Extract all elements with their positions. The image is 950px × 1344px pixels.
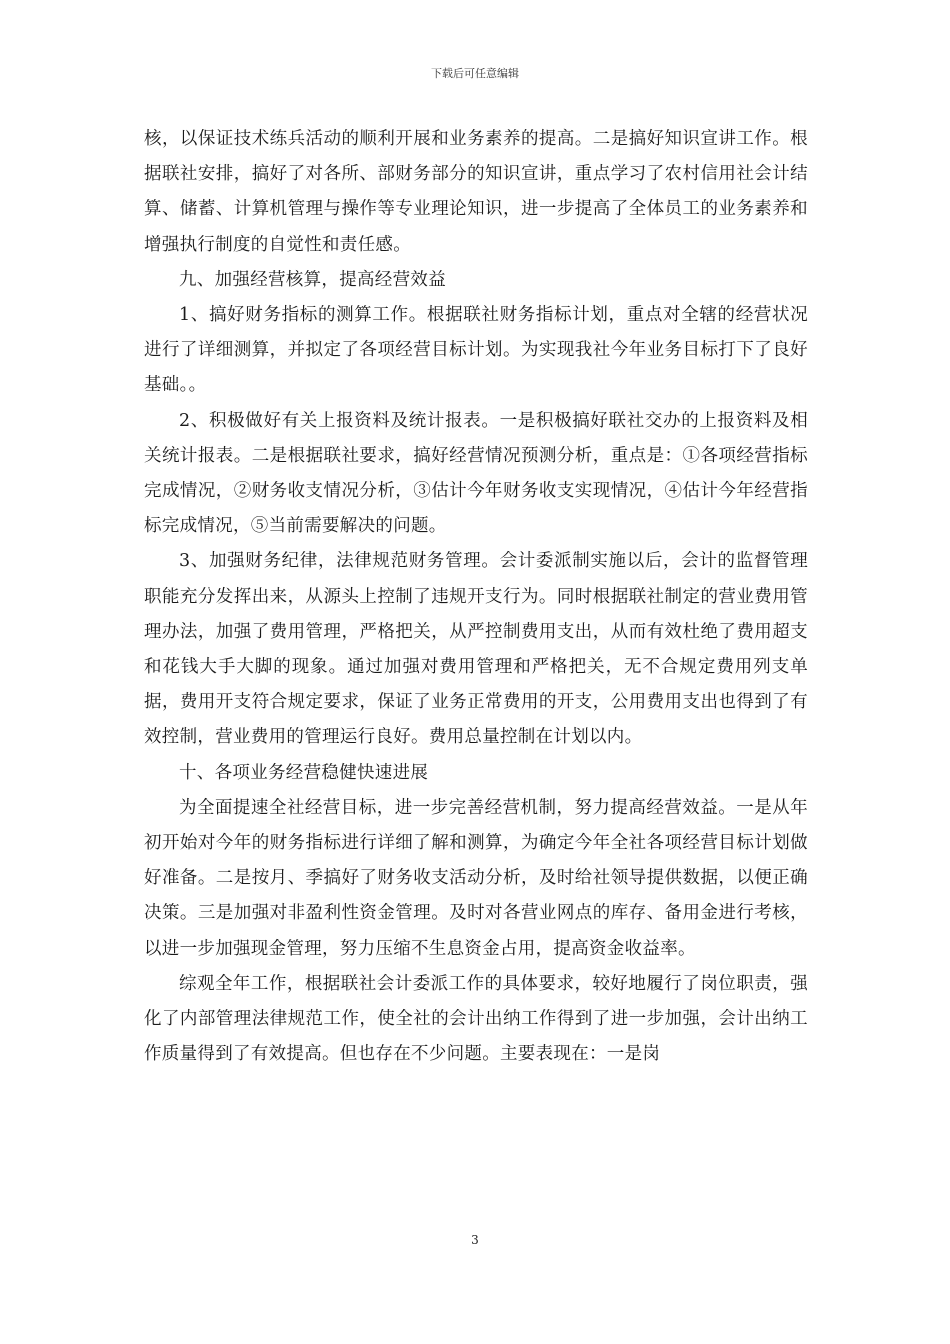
paragraph: 1、搞好财务指标的测算工作。根据联社财务指标计划，重点对全辖的经营状况进行了详细测算，并拟定了各项经营目标计划。为实现我社今年业务目标打下了良好基础。。 [144, 305, 808, 396]
section-heading: 九、加强经营核算，提高经营效益 [179, 269, 446, 290]
page-header: 下载后可任意编辑 [431, 67, 519, 80]
paragraph: 综观全年工作，根据联社会计委派工作的具体要求，较好地履行了岗位职责，强化了内部管理法律规范工作，使全社的会计出纳工作得到了进一步加强，会计出纳工作质量得到了有效提高。但也存在不少问题。主要表现在：一是岗 [144, 973, 808, 1065]
document-body [144, 122, 808, 1072]
paragraph: 核，以保证技术练兵活动的顺利开展和业务素养的提高。二是搞好知识宣讲工作。根据联社安排，搞好了对各所、部财务部分的知识宣讲，重点学习了农村信用社会计结算、储蓄、计算机管理与操作等专业理论知识，进一步提高了全体员工的业务素养和增强执行制度的自觉性和责任感。 [144, 129, 808, 255]
paragraph: 2、积极做好有关上报资料及统计报表。一是积极搞好联社交办的上报资料及相关统计报表。二是根据联社要求，搞好经营情况预测分析，重点是：①各项经营指标完成情况，②财务收支情况分析，③估计今年财务收支实现情况，④估计今年经营指标完成情况，⑤当前需要解决的问题。 [144, 410, 808, 537]
paragraph: 3、加强财务纪律，法律规范财务管理。会计委派制实施以后，会计的监督管理职能充分发挥出来，从源头上控制了违规开支行为。同时根据联社制定的营业费用管理办法，加强了费用管理，严格把关，从严控制费用支出，从而有效杜绝了费用超支和花钱大手大脚的现象。通过加强对费用管理和严格把关，无不合规定费用列支单据，费用开支符合规定要求，保证了业务正常费用的开支，公用费用支出也得到了有效控制，营业费用的管理运行良好。费用总量控制在计划以内。 [144, 551, 808, 748]
section-heading: 十、各项业务经营稳健快速进展 [179, 762, 429, 783]
page-number: 3 [471, 1233, 479, 1247]
paragraph: 为全面提速全社经营目标，进一步完善经营机制，努力提高经营效益。一是从年初开始对今年的财务指标进行详细了解和测算，为确定今年全社各项经营目标计划做好准备。二是按月、季搞好了财务收支活动分析，及时给社领导提供数据，以便正确决策。三是加强对非盈利性资金管理。及时对各营业网点的库存、备用金进行考核，以进一步加强现金管理，努力压缩不生息资金占用，提高资金收益率。 [144, 797, 808, 959]
